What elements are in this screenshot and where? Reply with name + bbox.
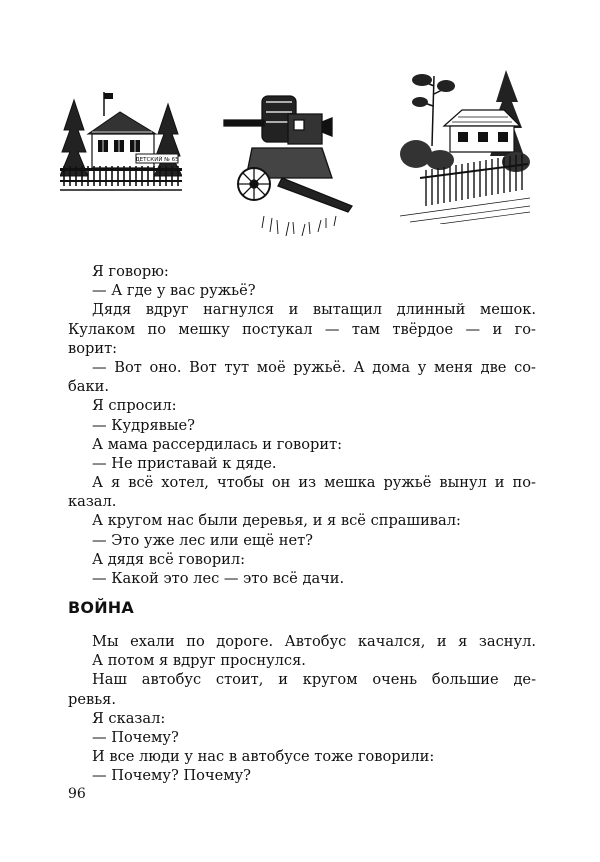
text-line: А я всё хотел, чтобы он из мешка ружьё вынул и по- bbox=[92, 474, 536, 492]
text-line: И все люди у нас в автобусе тоже говорили: bbox=[92, 748, 435, 766]
text-line: Я сказал: bbox=[92, 709, 166, 727]
chapter-text-block bbox=[68, 632, 536, 786]
text-line: Дядя вдруг нагнулся и вытащил длинный мешок. bbox=[92, 301, 536, 319]
text-line: — Это уже лес или ещё нет? bbox=[92, 531, 314, 549]
text-line: Я говорю: bbox=[92, 263, 169, 280]
text-line: Мы ехали по дороге. Автобус качался, и я заснул. bbox=[92, 633, 536, 650]
text-line: ворит: bbox=[68, 339, 118, 357]
house-sign-text: ДЕТСКИЙ № 65 bbox=[135, 157, 179, 163]
text-line: А мама рассердилась и говорит: bbox=[92, 435, 343, 453]
dacha-illustration bbox=[400, 66, 530, 224]
text-line: А потом я вдруг проснулся. bbox=[92, 652, 306, 670]
text-line: Наш автобус стоит, и кругом очень большие де- bbox=[92, 671, 536, 689]
text-line: Я спросил: bbox=[92, 397, 177, 415]
text-line: — А где у вас ружьё? bbox=[92, 282, 256, 300]
text-line: — Не приставай к дяде. bbox=[92, 454, 277, 472]
text-line: — Вот оно. Вот тут моё ружьё. А дома у меня две со- bbox=[92, 358, 536, 376]
text-line: ревья. bbox=[68, 690, 116, 708]
text-line: — Почему? Почему? bbox=[92, 767, 251, 785]
text-line: баки. bbox=[68, 378, 109, 396]
story-text-block bbox=[68, 262, 536, 588]
text-line: — Почему? bbox=[92, 728, 179, 746]
machine-gun-illustration bbox=[222, 88, 357, 240]
text-line: А дядя всё говорил: bbox=[92, 550, 246, 568]
text-line: А кругом нас были деревья, и я всё спрашивал: bbox=[92, 512, 461, 530]
page-number: 96 bbox=[68, 786, 86, 802]
text-line: казал. bbox=[68, 493, 117, 511]
chapter-heading: ВОЙНА bbox=[68, 598, 134, 617]
text-line: Кулаком по мешку постукал — там твёрдое — и го- bbox=[68, 320, 536, 338]
text-line: — Какой это лес — это всё дачи. bbox=[92, 570, 345, 587]
text-line: — Кудрявые? bbox=[92, 416, 195, 434]
house-illustration bbox=[60, 90, 182, 192]
